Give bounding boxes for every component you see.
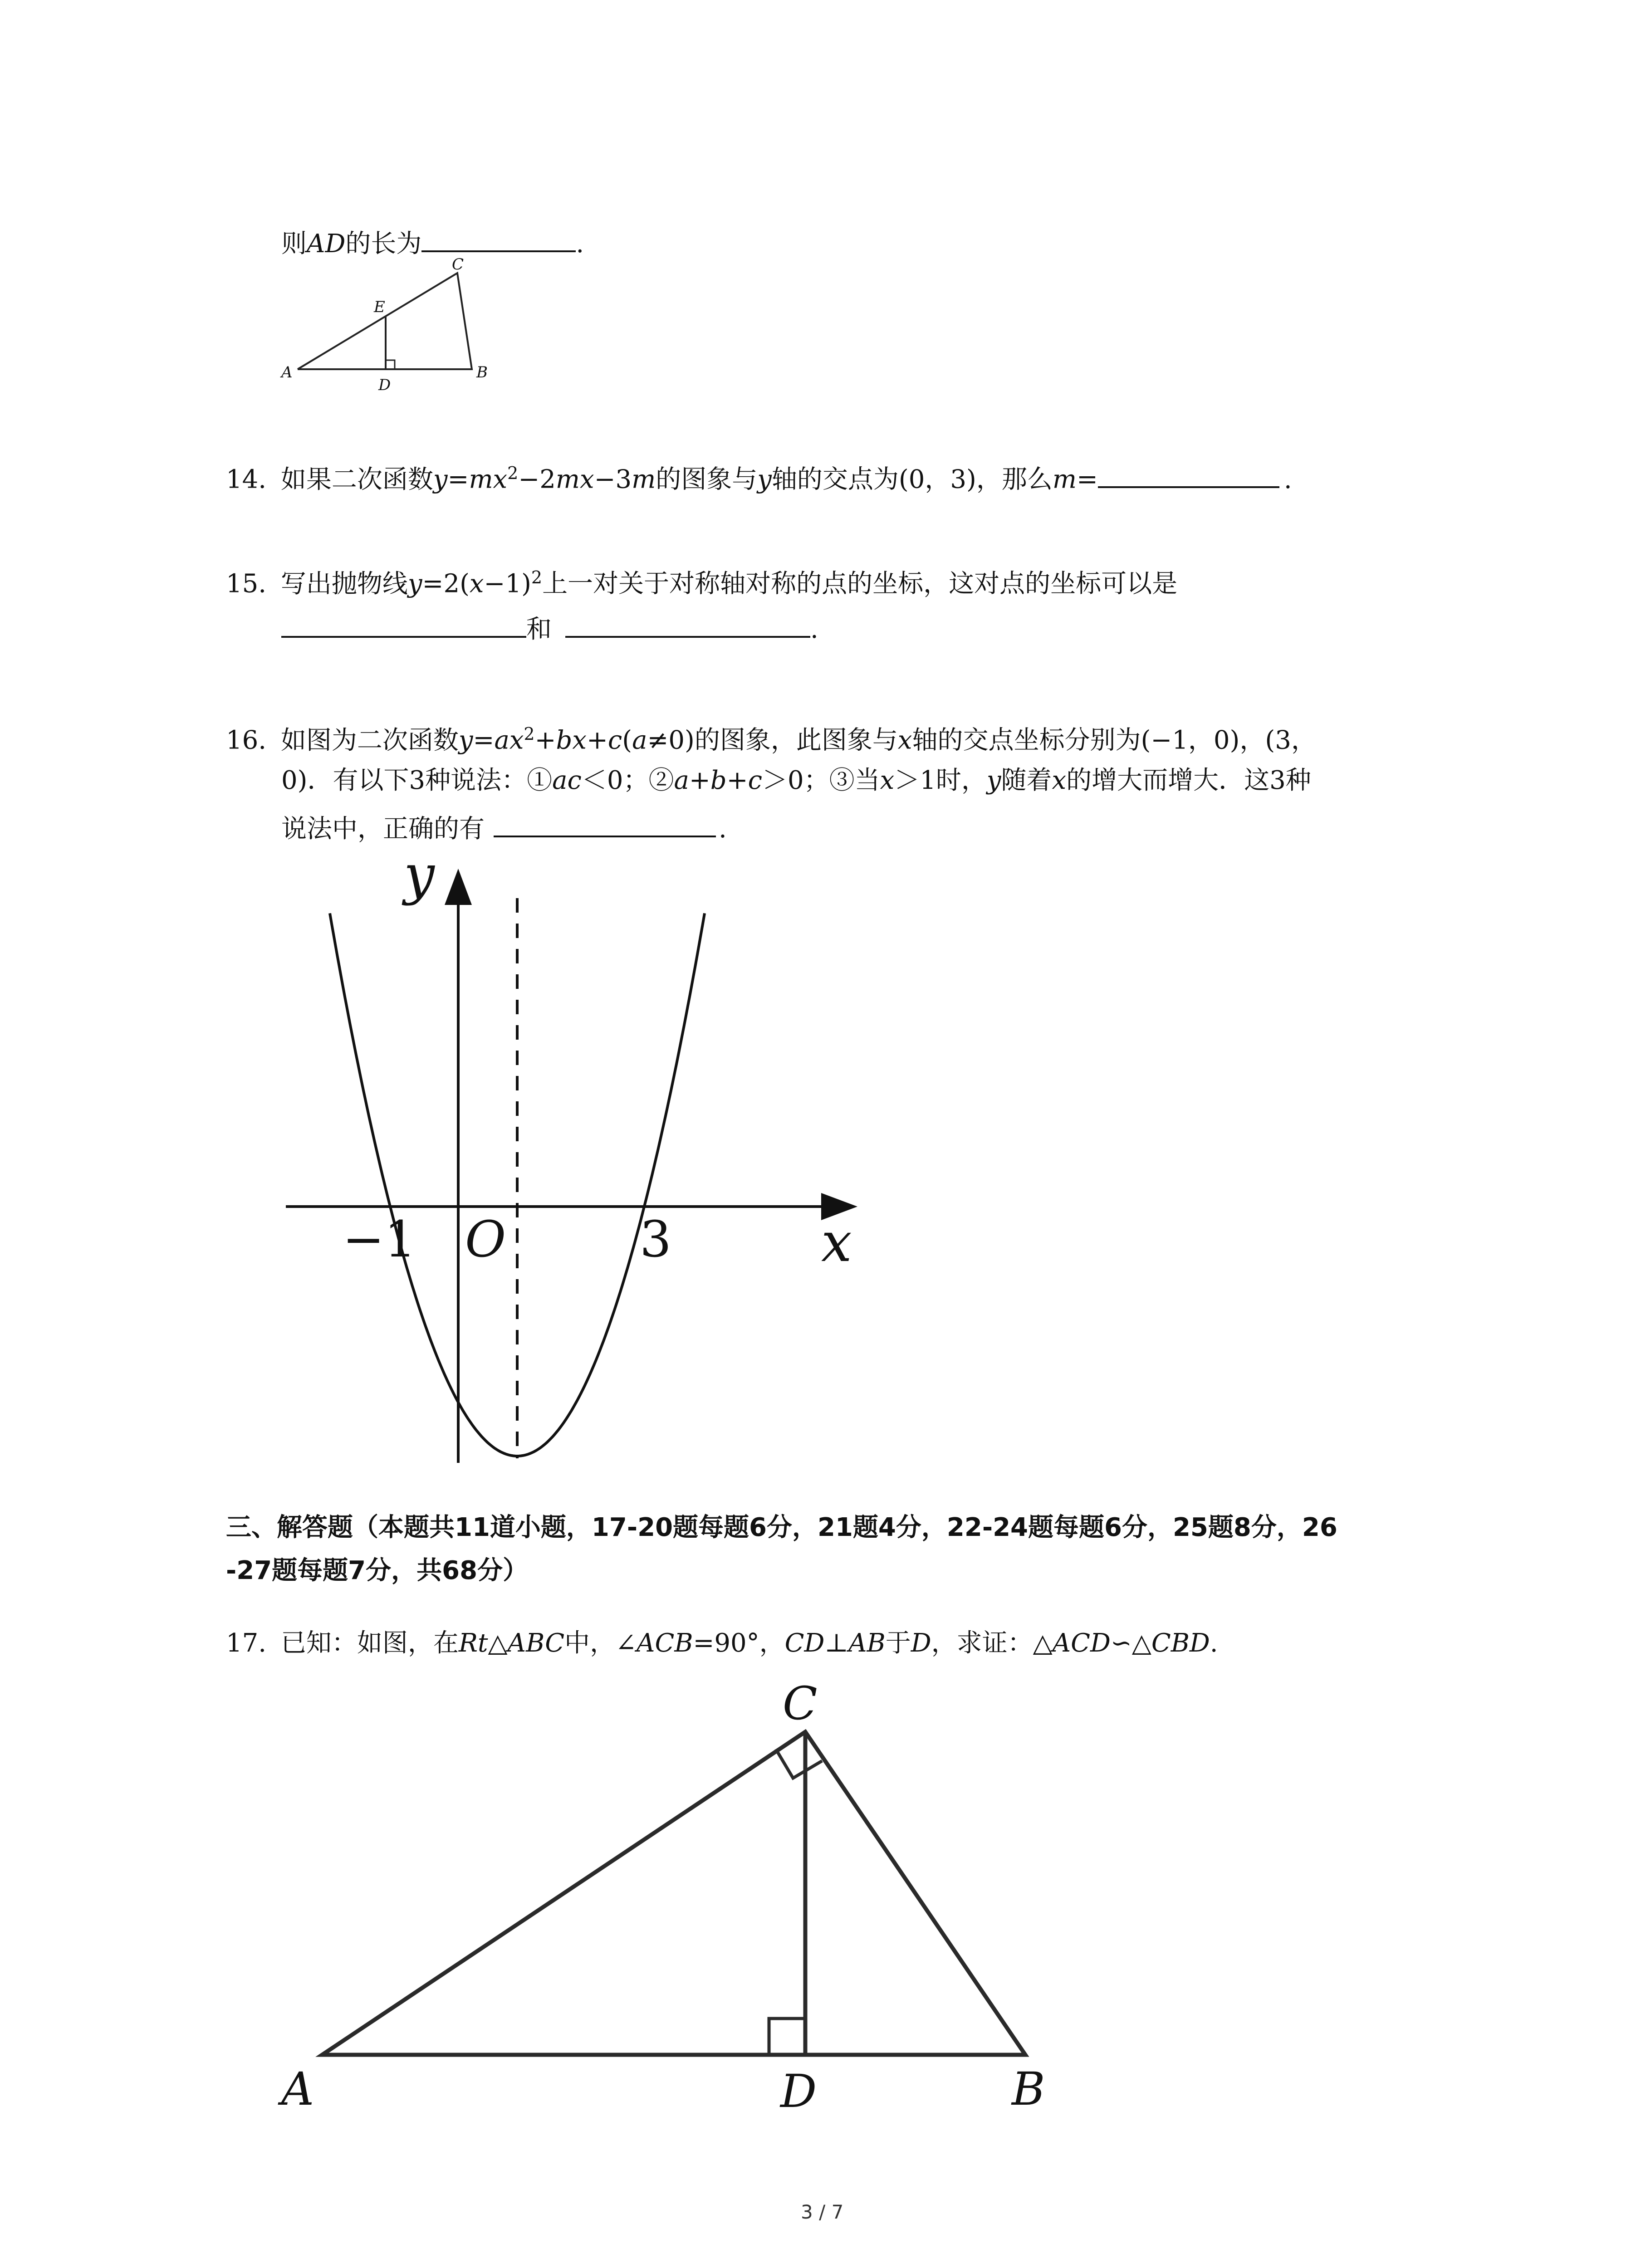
q17-text: △ [488, 1628, 508, 1658]
q13-label-e: E [374, 298, 385, 316]
q17-text: 中，∠ [564, 1628, 637, 1658]
q14-text: −2 [518, 464, 556, 494]
q14-number: 14. [226, 464, 267, 494]
q16-var: y [986, 766, 1001, 795]
q13-label-d: D [378, 376, 391, 394]
q17-var: CD [784, 1628, 825, 1658]
q13-ad: AD [307, 229, 346, 259]
q17-text: ∽△ [1110, 1628, 1151, 1658]
q16-text: 0)．有以下3种说法：① [281, 766, 553, 795]
q15-answer-blank-1[interactable] [281, 612, 526, 638]
q16-text: 轴的交点坐标分别为(−1，0)，(3， [912, 725, 1317, 755]
q14-var: y [433, 464, 448, 494]
q15-text: =2( [422, 569, 470, 599]
q16-sup: 2 [524, 724, 535, 744]
q14-end: . [1283, 464, 1292, 494]
q14-sup: 2 [507, 463, 519, 483]
q14-text: 轴的交点为(0，3)，那么 [771, 464, 1053, 494]
q17-var: ACD [1052, 1628, 1111, 1658]
q16-axis-y-label: y [404, 844, 435, 907]
q16-var: a+b+c [674, 766, 762, 795]
q15-line1 [226, 560, 1177, 601]
q16-text: ＞0；③当 [762, 766, 880, 795]
q16-var: c [607, 725, 622, 755]
q17-number: 17. [226, 1628, 267, 1658]
q13-line [281, 227, 584, 261]
q15-var: y [407, 569, 422, 599]
q16-var: a [632, 725, 647, 755]
q16-text: + [586, 725, 608, 755]
q15-text: 上一对关于对称轴对称的点的坐标，这对点的坐标可以是 [542, 569, 1178, 599]
q15-answer-blank-2[interactable] [565, 612, 810, 638]
q15-and: 和 [526, 615, 552, 644]
page-number: 3 / 7 [801, 2201, 844, 2223]
q14-var: m [632, 464, 656, 494]
q16-var: bx [556, 725, 587, 755]
q13-label-b: B [476, 363, 488, 381]
q13-label-a: A [281, 363, 293, 381]
q13-triangle-figure [272, 255, 526, 395]
q17-var: ABC [507, 1628, 565, 1658]
q16-line2 [281, 763, 1311, 798]
q17-var: Rt [458, 1628, 488, 1658]
q13-answer-blank[interactable] [421, 227, 576, 252]
q16-origin-label: O [465, 1210, 506, 1268]
q17-text: 于 [885, 1628, 911, 1658]
q16-var: y [458, 725, 473, 755]
q16-tick-3: 3 [640, 1210, 671, 1268]
q14-text: −3 [594, 464, 632, 494]
q13-end: . [576, 229, 584, 259]
q13-text: 则 [281, 229, 307, 259]
q14-line [226, 456, 1292, 497]
section3-heading-line1: 三、解答题（本题共11道小题，17-20题每题6分，21题4分，22-24题每题6分，25题8分，26 [226, 1513, 1337, 1542]
q14-text: 的图象与 [656, 464, 758, 494]
section3-heading-line2: -27题每题7分，共68分） [226, 1556, 529, 1585]
q13-label-c: C [452, 255, 464, 274]
q17-text: 已知：如图，在 [280, 1628, 459, 1658]
q16-end: . [719, 814, 727, 844]
q16-text: ＜0；② [581, 766, 674, 795]
q16-var: x [897, 725, 912, 755]
q17-text: ，求证：△ [931, 1628, 1053, 1658]
q15-var: x [469, 569, 484, 599]
q15-number: 15. [226, 569, 267, 599]
q14-text: = [1076, 464, 1098, 494]
q16-text: 的增大而增大．这3种 [1066, 766, 1311, 795]
q16-axis-x-label: x [821, 1211, 852, 1274]
q16-tick-neg1: −1 [343, 1210, 416, 1268]
q16-var: ax [494, 725, 524, 755]
q17-text: =90°， [693, 1628, 785, 1658]
q15-text: 写出抛物线 [280, 569, 408, 599]
q16-text: ＞1时， [894, 766, 987, 795]
q17-label-a: A [281, 2063, 314, 2116]
q16-text: = [473, 725, 495, 755]
q16-var: ac [552, 766, 582, 795]
q16-answer-blank[interactable] [494, 812, 716, 837]
q17-label-b: B [1012, 2063, 1045, 2116]
q16-number: 16. [226, 725, 267, 755]
q17-text: ⊥ [824, 1628, 849, 1658]
q17-var: CBD [1151, 1628, 1210, 1658]
q13-text2: 的长为 [345, 229, 422, 259]
q15-end: . [810, 615, 818, 644]
q16-line1 [226, 717, 1317, 758]
q14-var: m [1052, 464, 1077, 494]
q16-text: 随着 [1001, 766, 1052, 795]
q16-text: ≠0)的图象，此图象与 [647, 725, 898, 755]
q14-text: 如果二次函数 [280, 464, 433, 494]
q14-var: mx [555, 464, 594, 494]
q16-text: 说法中，正确的有 [281, 814, 485, 844]
q15-line2 [281, 612, 818, 647]
q17-end: . [1210, 1628, 1218, 1658]
q16-parabola-graph [254, 844, 862, 1470]
q14-text: = [447, 464, 469, 494]
q17-var: D [911, 1628, 931, 1658]
q17-label-c: C [783, 1677, 818, 1730]
q14-answer-blank[interactable] [1098, 463, 1279, 488]
q17-line [226, 1626, 1218, 1661]
q15-sup: 2 [531, 567, 543, 587]
q16-line3 [281, 812, 727, 846]
q16-var: x [1052, 766, 1067, 795]
q17-var: AB [848, 1628, 886, 1658]
q16-text: 如图为二次函数 [280, 725, 459, 755]
q16-text: ( [622, 725, 632, 755]
q14-var: y [757, 464, 772, 494]
q17-triangle-figure [272, 1674, 1098, 2164]
q15-text: −1) [484, 569, 531, 599]
q16-var: x [880, 766, 895, 795]
q16-text: + [534, 725, 556, 755]
q14-var: mx [469, 464, 508, 494]
q17-var: ACB [637, 1628, 693, 1658]
q17-label-d: D [780, 2065, 817, 2118]
